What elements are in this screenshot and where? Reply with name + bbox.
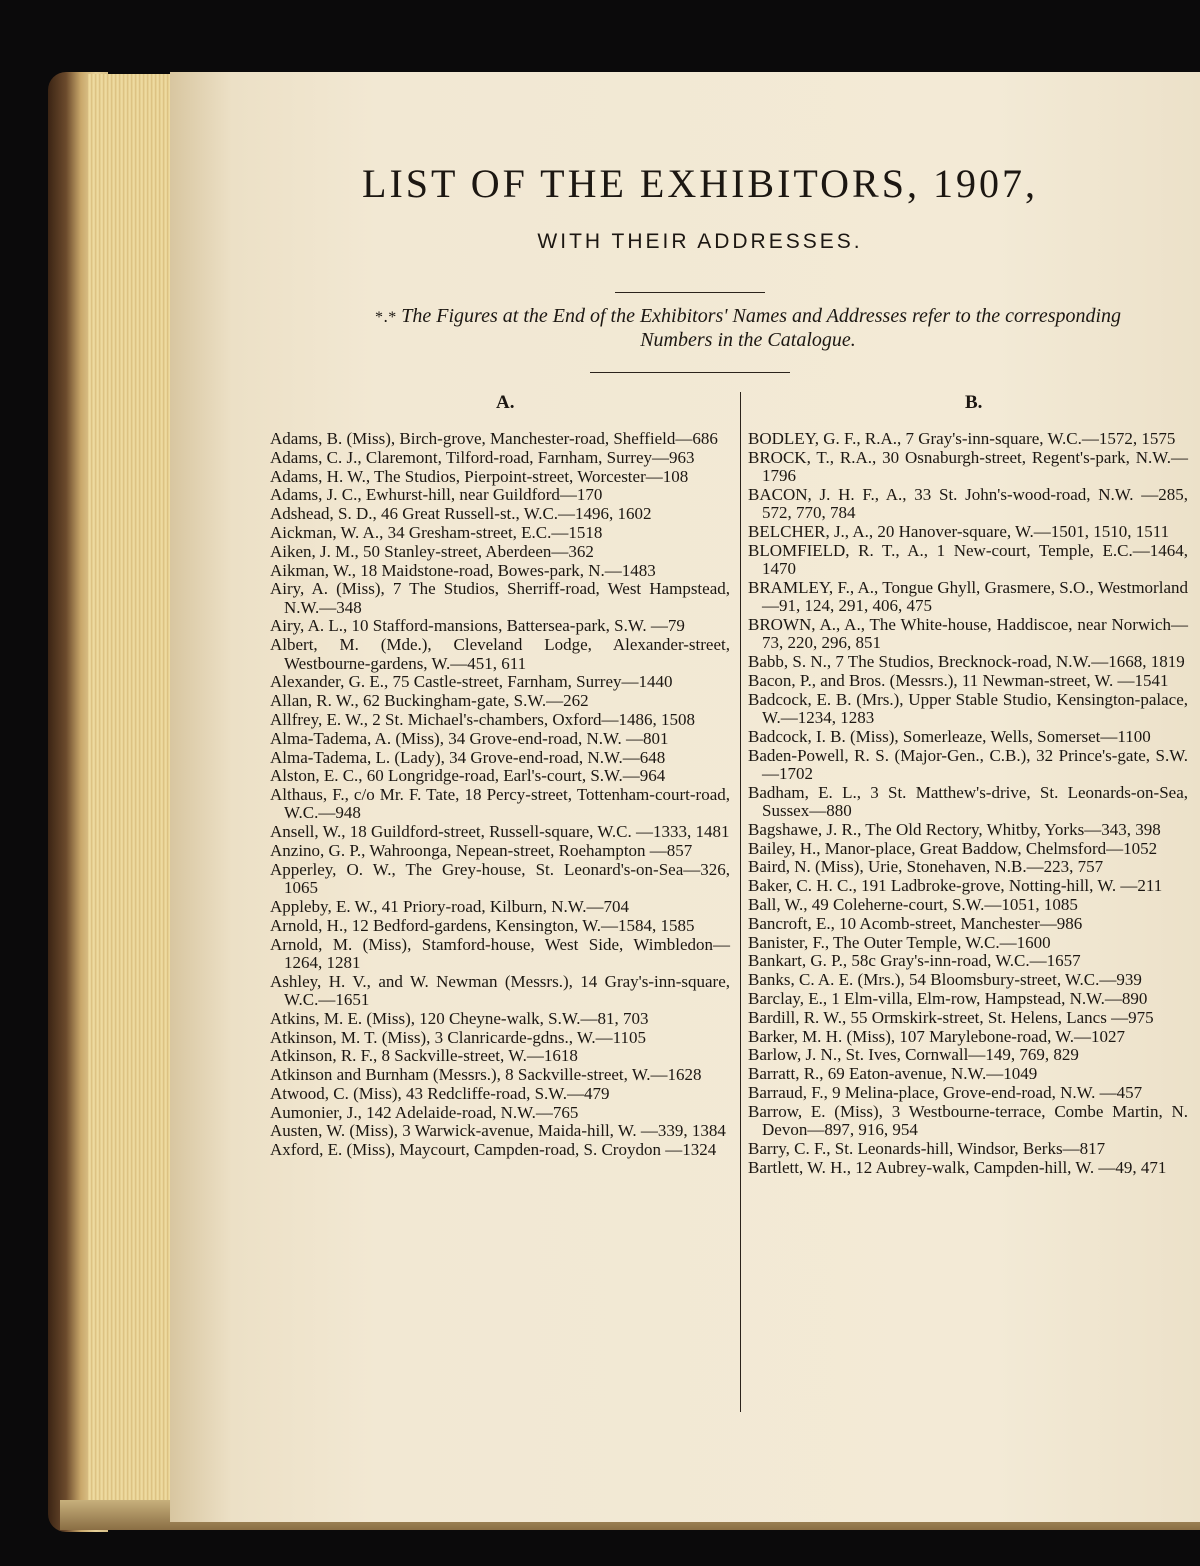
exhibitor-a-entry: Atkinson and Burnham (Messrs.), 8 Sackville-street, W.—1628: [270, 1065, 702, 1085]
exhibitor-a-entry: Axford, E. (Miss), Maycourt, Campden-road, S. Croydon —1324: [270, 1140, 717, 1160]
exhibitor-b-entry: BROCK, T., R.A., 30 Osnaburgh-street, Regent's-park, N.W.—1796: [748, 447, 1188, 486]
exhibitor-b-entry: Bankart, G. P., 58c Gray's-inn-road, W.C.—1657: [748, 951, 1081, 971]
exhibitor-a-entry: Airy, A. (Miss), 7 The Studios, Sherriff-road, West Hampstead, N.W.—348: [270, 579, 730, 617]
exhibitor-a-entry: Aiken, J. M., 50 Stanley-street, Aberdeen—362: [270, 541, 594, 561]
rule-divider-top: [615, 292, 765, 293]
exhibitor-a-entry: Airy, A. L., 10 Stafford-mansions, Battersea-park, S.W. —79: [270, 616, 685, 636]
exhibitor-b-entry: Ball, W., 49 Coleherne-court, S.W.—1051, 1085: [748, 894, 1078, 914]
exhibitor-b-entry: BACON, J. H. F., A., 33 St. John's-wood-road, N.W. —285, 572, 770, 784: [748, 484, 1188, 523]
exhibitor-a-entry: Aickman, W. A., 34 Gresham-street, E.C.—1518: [270, 522, 603, 542]
exhibitor-b-entry: BLOMFIELD, R. T., A., 1 New-court, Temple, E.C.—1464, 1470: [748, 540, 1188, 579]
exhibitor-b-entry: Babb, S. N., 7 The Studios, Brecknock-road, N.W.—1668, 1819: [748, 652, 1185, 672]
exhibitor-b-entry: Barker, M. H. (Miss), 107 Marylebone-road, W.—1027: [748, 1026, 1126, 1046]
exhibitor-a-entry: Atkinson, M. T. (Miss), 3 Clanricarde-gdns., W.—1105: [270, 1027, 647, 1047]
exhibitor-b-entry: Barlow, J. N., St. Ives, Cornwall—149, 769, 829: [748, 1045, 1079, 1065]
exhibitor-a-entry: Atwood, C. (Miss), 43 Redcliffe-road, S.W.—479: [270, 1083, 610, 1103]
exhibitor-b-entry: Banks, C. A. E. (Mrs.), 54 Bloomsbury-street, W.C.—939: [748, 970, 1142, 990]
exhibitor-b-entry: Baker, C. H. C., 191 Ladbroke-grove, Notting-hill, W. —211: [748, 876, 1163, 896]
exhibitor-b-entry: Bacon, P., and Bros. (Messrs.), 11 Newman-street, W. —1541: [748, 670, 1169, 690]
exhibitor-a-entry: Arnold, H., 12 Bedford-gardens, Kensington, W.—1584, 1585: [270, 915, 695, 935]
exhibitor-b-entry: BELCHER, J., A., 20 Hanover-square, W.—1501, 1510, 1511: [748, 521, 1170, 541]
exhibitor-b-entry: Barclay, E., 1 Elm-villa, Elm-row, Hampstead, N.W.—890: [748, 988, 1148, 1008]
exhibitor-b-entry: BODLEY, G. F., R.A., 7 Gray's-inn-square, W.C.—1572, 1575: [748, 429, 1176, 448]
exhibitor-a-entry: Anzino, G. P., Wahroonga, Nepean-street, Roehampton —857: [270, 841, 693, 861]
exhibitor-a-entry: Aikman, W., 18 Maidstone-road, Bowes-park, N.—1483: [270, 560, 656, 580]
exhibitor-a-entry: Arnold, M. (Miss), Stamford-house, West Side, Wimbledon—1264, 1281: [270, 934, 730, 972]
exhibitor-a-entry: Adshead, S. D., 46 Great Russell-st., W.C.—1496, 1602: [270, 504, 652, 524]
book-page: [170, 72, 1200, 1522]
exhibitor-a-entry: Alexander, G. E., 75 Castle-street, Farnham, Surrey—1440: [270, 672, 673, 692]
exhibitor-a-entry: Adams, C. J., Claremont, Tilford-road, Farnham, Surrey—963: [270, 447, 695, 467]
exhibitor-b-entry: Bartlett, W. H., 12 Aubrey-walk, Campden-hill, W. —49, 471: [748, 1157, 1167, 1177]
exhibitor-a-entry: Althaus, F., c/o Mr. F. Tate, 18 Percy-street, Tottenham-court-road, W.C.—948: [270, 785, 730, 823]
exhibitor-b-entry: BRAMLEY, F., A., Tongue Ghyll, Grasmere, S.O., Westmorland—91, 124, 291, 406, 475: [748, 577, 1188, 616]
exhibitor-a-entry: Adams, B. (Miss), Birch-grove, Manchester-road, Sheffield—686: [270, 429, 718, 448]
column-divider: [740, 392, 741, 1412]
exhibitor-b-entry: Badcock, E. B. (Mrs.), Upper Stable Studio, Kensington-palace, W.—1234, 1283: [748, 689, 1188, 727]
column-b-entries: [748, 430, 1188, 1177]
exhibitor-a-entry: Alston, E. C., 60 Longridge-road, Earl's-court, S.W.—964: [270, 766, 666, 786]
exhibitor-a-entry: Ansell, W., 18 Guildford-street, Russell-square, W.C. —1333, 1481: [270, 822, 730, 842]
exhibitor-b-entry: Barratt, R., 69 Eaton-avenue, N.W.—1049: [748, 1064, 1038, 1084]
note-asterism: *․*: [374, 309, 397, 326]
exhibitor-b-entry: Badcock, I. B. (Miss), Somerleaze, Wells, Somerset—1100: [748, 726, 1151, 746]
exhibitor-a-entry: Adams, J. C., Ewhurst-hill, near Guildford—170: [270, 485, 603, 505]
exhibitor-a-entry: Ashley, H. V., and W. Newman (Messrs.), 14 Gray's-inn-square, W.C.—1651: [270, 971, 730, 1009]
exhibitor-a-entry: Atkins, M. E. (Miss), 120 Cheyne-walk, S.W.—81, 703: [270, 1008, 649, 1028]
exhibitor-b-entry: Bancroft, E., 10 Acomb-street, Manchester—986: [748, 913, 1083, 933]
catalogue-note: [358, 305, 1138, 352]
exhibitor-a-entry: Apperley, O. W., The Grey-house, St. Leonard's-on-Sea—326, 1065: [270, 859, 730, 898]
page-subtitle: WITH THEIR ADDRESSES.: [537, 230, 863, 253]
exhibitor-a-entry: Atkinson, R. F., 8 Sackville-street, W.—1618: [270, 1046, 578, 1066]
note-text: The Figures at the End of the Exhibitors' Names and Addresses refer to the corresponding Numbers in the Catalogue.: [401, 305, 1122, 351]
exhibitor-a-entry: Appleby, E. W., 41 Priory-road, Kilburn, N.W.—704: [270, 896, 630, 916]
exhibitor-b-entry: Barrow, E. (Miss), 3 Westbourne-terrace, Combe Martin, N. Devon—897, 916, 954: [748, 1101, 1188, 1139]
exhibitor-b-entry: Bailey, H., Manor-place, Great Baddow, Chelmsford—1052: [748, 838, 1158, 858]
exhibitor-b-entry: Banister, F., The Outer Temple, W.C.—1600: [748, 932, 1051, 952]
exhibitor-a-entry: Adams, H. W., The Studios, Pierpoint-street, Worcester—108: [270, 466, 689, 486]
exhibitor-b-entry: Baden-Powell, R. S. (Major-Gen., C.B.), 32 Prince's-gate, S.W.—1702: [748, 745, 1188, 783]
exhibitor-b-entry: Bardill, R. W., 55 Ormskirk-street, St. Helens, Lancs —975: [748, 1007, 1154, 1027]
column-a-heading: A.: [496, 392, 515, 413]
rule-divider-bottom: [590, 372, 790, 373]
exhibitor-a-entry: Aumonier, J., 142 Adelaide-road, N.W.—765: [270, 1102, 579, 1122]
column-b-heading: B.: [965, 392, 983, 413]
exhibitor-a-entry: Alma-Tadema, L. (Lady), 34 Grove-end-road, N.W.—648: [270, 747, 666, 767]
exhibitor-b-entry: Badham, E. L., 3 St. Matthew's-drive, St. Leonards-on-Sea, Sussex—880: [748, 782, 1188, 820]
exhibitor-b-entry: Barraud, F., 9 Melina-place, Grove-end-road, N.W. —457: [748, 1082, 1143, 1102]
exhibitor-a-entry: Alma-Tadema, A. (Miss), 34 Grove-end-road, N.W. —801: [270, 728, 669, 748]
exhibitor-b-entry: BROWN, A., A., The White-house, Haddiscoe, near Norwich—73, 220, 296, 851: [748, 614, 1188, 653]
exhibitor-a-entry: Allan, R. W., 62 Buckingham-gate, S.W.—262: [270, 691, 589, 711]
column-a-entries: [270, 430, 730, 1160]
exhibitor-b-entry: Bagshawe, J. R., The Old Rectory, Whitby, Yorks—343, 398: [748, 819, 1161, 839]
exhibitor-b-entry: Baird, N. (Miss), Urie, Stonehaven, N.B.—223, 757: [748, 857, 1104, 877]
page-title: LIST OF THE EXHIBITORS, 1907,: [362, 161, 1038, 206]
exhibitor-a-entry: Albert, M. (Mde.), Cleveland Lodge, Alexander-street, Westbourne-gardens, W.—451, 611: [270, 635, 730, 673]
exhibitor-a-entry: Austen, W. (Miss), 3 Warwick-avenue, Maida-hill, W. —339, 1384: [270, 1121, 726, 1141]
exhibitor-b-entry: Barry, C. F., St. Leonards-hill, Windsor, Berks—817: [748, 1138, 1106, 1158]
exhibitor-a-entry: Allfrey, E. W., 2 St. Michael's-chambers, Oxford—1486, 1508: [270, 709, 695, 729]
